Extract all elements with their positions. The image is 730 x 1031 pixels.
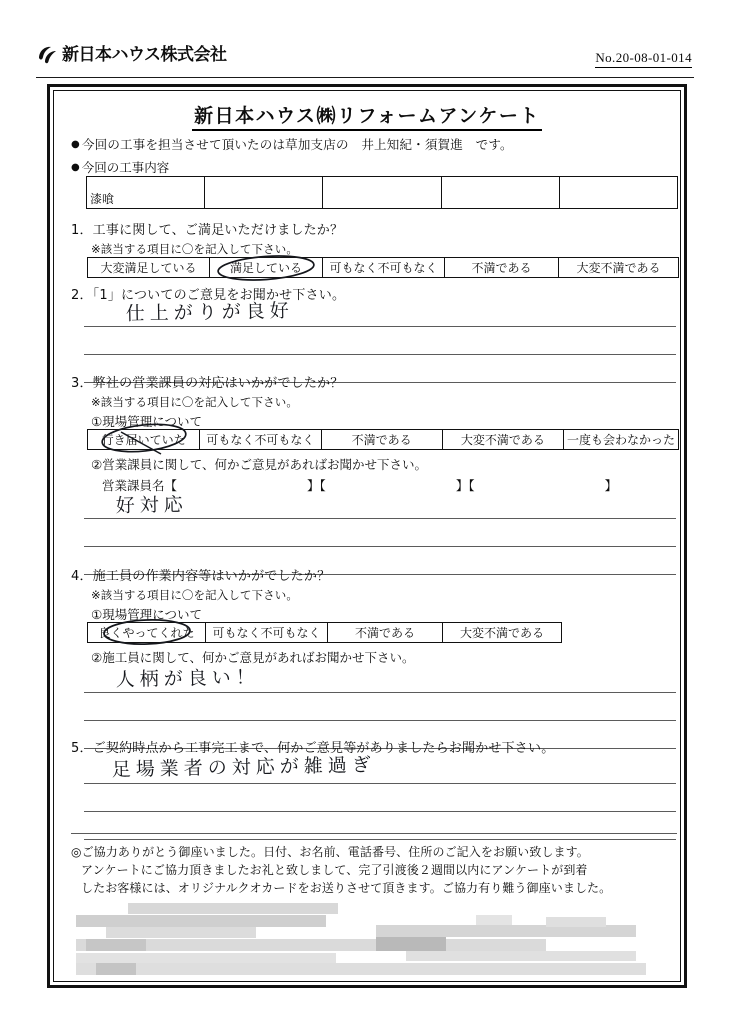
page-title — [54, 101, 680, 128]
q4-write-line[interactable] — [84, 720, 676, 721]
q5-write-line[interactable] — [84, 811, 676, 812]
document-number: No.20-08-01-014 — [595, 50, 692, 68]
question-2-number: 2． — [71, 288, 93, 303]
q2-write-line[interactable] — [84, 354, 676, 355]
q1-option-1-label: 満足している — [229, 261, 302, 275]
q3-write-line[interactable] — [84, 546, 676, 547]
q1-option-0-label: 大変満足している — [100, 261, 197, 275]
q3-option-2-label: 不満である — [351, 433, 412, 447]
work-content-label: ● 今回の工事内容 — [71, 158, 169, 176]
q1-option-0[interactable] — [88, 258, 210, 277]
question-1-note: ※該当する項目に〇を記入して下さい。 — [91, 242, 298, 256]
company-logo-icon — [36, 44, 58, 66]
question-1-options — [87, 257, 679, 278]
q1-option-4[interactable] — [559, 258, 678, 277]
letterhead — [36, 44, 694, 80]
q5-write-line[interactable] — [84, 783, 676, 784]
question-5-answer-handwriting: 足場業者の対応が雑過ぎ — [111, 753, 376, 782]
question-3-answer-handwriting: 好対応 — [115, 493, 188, 518]
question-1-number: 1． — [71, 223, 93, 238]
q3-option-3[interactable] — [443, 430, 564, 449]
footer-note — [71, 843, 683, 897]
q2-write-line[interactable] — [84, 326, 676, 327]
q3-option-4[interactable] — [564, 430, 678, 449]
question-3-sub1: ①現場管理について — [91, 414, 202, 429]
question-5-title: ご契約時点から工事完工まで、何かご意見等がありましたらお聞かせ下さい。 — [92, 741, 555, 756]
q3-option-3-label: 大変不満である — [460, 433, 545, 447]
form-outer-border — [47, 84, 687, 988]
q1-option-2-label: 可もなく不可もなく — [329, 261, 438, 275]
work-content-cell[interactable] — [442, 177, 560, 208]
page-title-text: 新日本ハウス㈱リフォームアンケート — [192, 105, 542, 131]
footer-divider — [71, 833, 677, 834]
question-3-note: ※該当する項目に〇を記入して下さい。 — [91, 395, 298, 409]
work-content-cell[interactable] — [87, 177, 205, 208]
staff-bracket-2[interactable]: 【 】 — [319, 478, 469, 493]
form-content — [54, 91, 680, 981]
q4-option-3-label: 大変不満である — [459, 626, 544, 640]
q1-option-4-label: 大変不満である — [576, 261, 661, 275]
question-4-sub2: ②施工員に関して、何かご意見があればお聞かせ下さい。 — [91, 650, 415, 665]
question-4-note: ※該当する項目に〇を記入して下さい。 — [91, 588, 298, 602]
question-4-options — [87, 622, 562, 643]
question-4-answer-handwriting: 人柄が良い！ — [115, 666, 260, 692]
staff-bracket-3[interactable]: 【 】 — [468, 478, 618, 493]
company-name: 新日本ハウス株式会社 — [62, 44, 227, 65]
work-content-cell-text: 漆喰 — [90, 192, 115, 206]
q5-write-line[interactable] — [84, 839, 676, 840]
q3-option-1[interactable] — [200, 430, 321, 449]
footer-note-line-3: したお客様には、オリジナルクオカードをお送りさせて頂きます。ご協力有り難う御座いました。 — [81, 881, 612, 895]
work-content-cell[interactable] — [205, 177, 323, 208]
q3-option-4-label: 一度も会わなかった — [567, 433, 676, 447]
work-content-cell[interactable] — [560, 177, 677, 208]
q1-option-2[interactable] — [323, 258, 445, 277]
question-2-answer-handwriting: 仕上がりが良好 — [125, 299, 294, 326]
question-1-heading — [71, 219, 343, 238]
question-4-number: 4． — [71, 569, 93, 584]
q3-option-0[interactable] — [88, 430, 200, 449]
question-5-number: 5． — [71, 741, 93, 756]
q1-option-3[interactable] — [445, 258, 559, 277]
q3-option-0-label: 行き届いていた — [101, 433, 186, 447]
question-3-options — [87, 429, 679, 450]
q4-option-1-label: 可もなく不可もなく — [212, 626, 321, 640]
question-4-title: 施工員の作業内容等はいかがでしたか？ — [92, 569, 331, 584]
intro-line: ● 今回の工事を担当させて頂いたのは草加支店の 井上知紀・須賀進 です。 — [71, 135, 513, 153]
letterhead-divider — [36, 77, 694, 78]
question-3-heading — [71, 372, 343, 391]
redacted-personal-info — [76, 903, 676, 983]
q4-option-2-label: 不満である — [354, 626, 415, 640]
footer-note-line-2: アンケートにご協力頂きましたお礼と致しまして、完了引渡後２週間以内にアンケートが到着 — [81, 863, 588, 877]
form-inner-border — [53, 90, 681, 982]
question-1-title: 工事に関して、ご満足いただけましたか？ — [92, 223, 344, 238]
q4-option-0-label: 良くやってくれた — [98, 626, 195, 640]
question-2-title: 「1」についてのご意見をお聞かせ下さい。 — [92, 288, 346, 303]
question-4-sub1: ①現場管理について — [91, 607, 202, 622]
question-3-number: 3． — [71, 376, 93, 391]
question-3-sub2: ②営業課員に関して、何かご意見があればお聞かせ下さい。 — [91, 457, 427, 472]
q3-option-1-label: 可もなく不可もなく — [206, 433, 315, 447]
q4-option-1[interactable] — [206, 623, 328, 642]
work-content-table — [86, 176, 678, 209]
q4-option-3[interactable] — [443, 623, 561, 642]
staff-name-label: 営業課員名 — [102, 478, 165, 493]
q3-option-2[interactable] — [322, 430, 443, 449]
question-4-heading — [71, 565, 330, 584]
q4-option-2[interactable] — [328, 623, 443, 642]
q1-option-1[interactable] — [210, 258, 323, 277]
staff-bracket-1[interactable]: 【 】 — [164, 478, 320, 493]
question-3-title: 弊社の営業課員の対応はいかがでしたか？ — [92, 376, 344, 391]
q4-write-line[interactable] — [84, 692, 676, 693]
q3-write-line[interactable] — [84, 518, 676, 519]
work-content-cell[interactable] — [323, 177, 441, 208]
q4-option-0[interactable] — [88, 623, 206, 642]
footer-note-line-1: ◎ご協力ありがとう御座いました。日付、お名前、電話番号、住所のご記入をお願い致します。 — [71, 845, 589, 859]
q1-option-3-label: 不満である — [471, 261, 532, 275]
